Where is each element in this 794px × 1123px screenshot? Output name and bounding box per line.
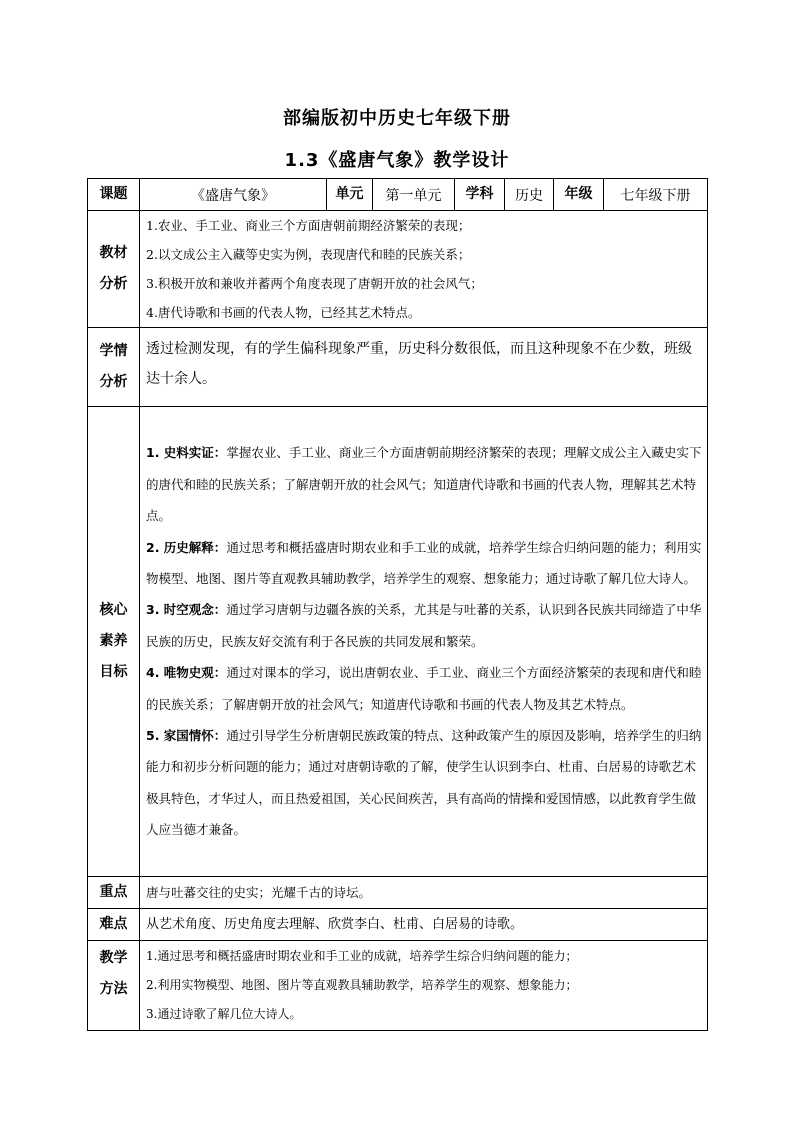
course-value: 《盛唐气象》 (140, 179, 327, 211)
page-title: 部编版初中历史七年级下册 (283, 108, 511, 129)
grade-label: 年级 (554, 179, 604, 211)
material-label-line1: 教材 (99, 245, 128, 261)
key-row (88, 877, 708, 909)
key-label: 重点 (88, 877, 140, 909)
core-label-line2: 素养 (99, 633, 128, 649)
difficulty-content: 从艺术角度、历史角度去理解、欣赏李白、杜甫、白居易的诗歌。 (140, 909, 708, 941)
material-content (140, 211, 708, 328)
subject-label: 学科 (455, 179, 505, 211)
method-item: 2.利用实物模型、地图、图片等直观教具辅助教学，培养学生的观察、想象能力； (146, 978, 578, 992)
material-item: 2.以文成公主入藏等史实为例，表现唐代和睦的民族关系； (146, 247, 471, 262)
course-label: 课题 (88, 179, 140, 211)
material-row (88, 211, 708, 328)
unit-label: 单元 (327, 179, 373, 211)
core-item-text: 通过引导学生分析唐朝民族政策的特点、这种政策产生的原因及影响，培养学生的归纳能力和初步分析问题的能力；通过对唐朝诗歌的了解，使学生认识到李白、杜甫、白居易的诗歌艺术极具特色，才华过人，而且热爱祖国，关心民间疾苦，具有高尚的情操和爱国情感，以此教育学生做人应当德才兼备。 (146, 728, 702, 838)
method-item: 3.通过诗歌了解几位大诗人。 (146, 1007, 302, 1021)
core-label-line3: 目标 (99, 664, 128, 680)
method-item: 1.通过思考和概括盛唐时期农业和手工业的成就，培养学生综合归纳问题的能力； (146, 949, 578, 963)
grade-value: 七年级下册 (604, 179, 708, 211)
core-label-line1: 核心 (99, 602, 128, 618)
core-item-text: 掌握农业、手工业、商业三个方面唐朝前期经济繁荣的表现；理解文成公主入藏史实下的唐代和睦的民族关系；了解唐朝开放的社会风气；知道唐代诗歌和书画的代表人物，理解其艺术特点。 (146, 445, 702, 524)
method-label-line1: 教学 (99, 950, 128, 966)
method-label-line2: 方法 (99, 981, 128, 997)
students-label-line2: 分析 (99, 374, 128, 390)
core-label (88, 407, 140, 877)
material-label (88, 211, 140, 328)
students-label-line1: 学情 (99, 343, 128, 359)
method-label (88, 941, 140, 1031)
students-row (88, 328, 708, 407)
core-item-head: 1. 史料实证： (146, 445, 227, 461)
header-row (88, 179, 708, 211)
difficulty-label: 难点 (88, 909, 140, 941)
core-item (146, 594, 703, 657)
key-content: 唐与吐蕃交往的史实；光耀千古的诗坛。 (140, 877, 708, 909)
lesson-plan-table (87, 178, 708, 1031)
subject-value: 历史 (505, 179, 554, 211)
students-content: 透过检测发现，有的学生偏科现象严重，历史科分数很低，而且这种现象不在少数，班级达十余人。 (140, 328, 708, 407)
difficulty-row (88, 909, 708, 941)
material-item: 4.唐代诗歌和书画的代表人物，已经其艺术特点。 (146, 305, 421, 320)
unit-value: 第一单元 (373, 179, 455, 211)
core-item-text: 通过对课本的学习，说出唐朝农业、手工业、商业三个方面经济繁荣的表现和唐代和睦的民族关系；了解唐朝开放的社会风气；知道唐代诗歌和书画的代表人物及其艺术特点。 (146, 665, 702, 712)
core-item-head: 4. 唯物史观： (146, 665, 227, 681)
core-item (146, 532, 703, 595)
core-item-head: 3. 时空观念： (146, 602, 227, 618)
core-item-text: 通过学习唐朝与边疆各族的关系，尤其是与吐蕃的关系，认识到各民族共同缔造了中华民族的历史，民族友好交流有利于各民族的共同发展和繁荣。 (146, 602, 702, 649)
material-item: 1.农业、手工业、商业三个方面唐朝前期经济繁荣的表现； (146, 218, 471, 233)
core-item (146, 657, 703, 720)
material-item: 3.积极开放和兼收并蓄两个角度表现了唐朝开放的社会风气； (146, 276, 483, 291)
core-item-head: 2. 历史解释： (146, 539, 227, 555)
core-row (88, 407, 708, 877)
method-content (140, 941, 708, 1031)
core-content (140, 407, 708, 877)
core-item-head: 5. 家国情怀： (146, 728, 227, 744)
core-item (146, 720, 703, 846)
material-label-line2: 分析 (99, 276, 128, 292)
method-row (88, 941, 708, 1031)
students-label (88, 328, 140, 407)
core-item-text: 通过思考和概括盛唐时期农业和手工业的成就，培养学生综合归纳问题的能力；利用实物模型、地图、图片等直观教具辅助教学，培养学生的观察、想象能力；通过诗歌了解几位大诗人。 (146, 539, 702, 586)
page-subtitle: 1.3《盛唐气象》教学设计 (284, 150, 510, 171)
core-item (146, 437, 703, 531)
